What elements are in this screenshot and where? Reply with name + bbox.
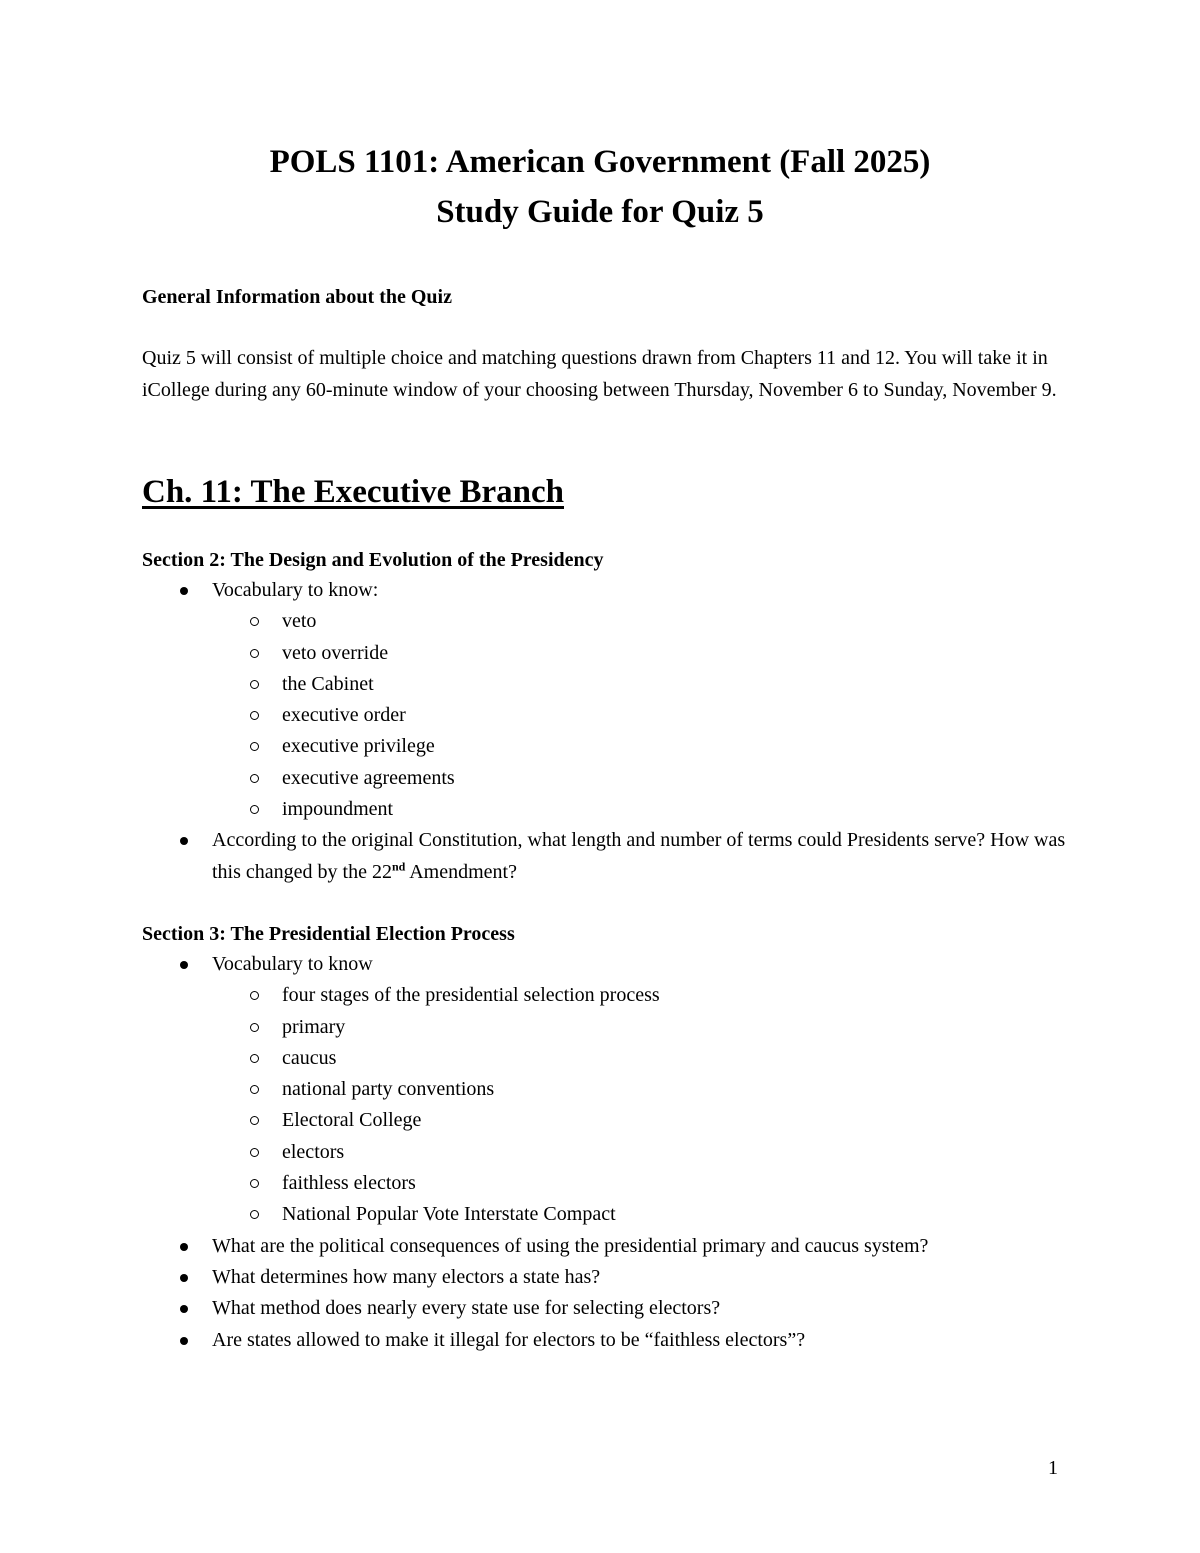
section-2-title: Section 2: The Design and Evolution of the Presidency <box>142 549 604 571</box>
vocab-item: national party conventions <box>142 1074 1082 1105</box>
vocab-item: Electoral College <box>142 1105 1082 1136</box>
list-item <box>142 825 1082 888</box>
list-item <box>142 949 1082 1231</box>
vocab-item: veto override <box>142 638 1082 669</box>
bullet-icon <box>180 1337 188 1345</box>
bullet-icon <box>180 961 188 969</box>
list-item <box>142 1325 1082 1356</box>
list-item <box>142 1293 1082 1324</box>
circle-bullet-icon <box>250 649 259 658</box>
vocab-item: executive order <box>142 700 1082 731</box>
vocab-item: primary <box>142 1012 1082 1043</box>
document-title: POLS 1101: American Government (Fall 2025) <box>269 144 931 180</box>
section-2-vocab-list <box>142 606 1082 825</box>
question-text: What are the political consequences of using the presidential primary and caucus system? <box>212 1234 929 1257</box>
general-info-heading: General Information about the Quiz <box>142 286 452 308</box>
vocab-label: Vocabulary to know: <box>212 579 379 601</box>
question-text: What method does nearly every state use for selecting electors? <box>212 1297 721 1320</box>
circle-bullet-icon <box>250 1054 259 1063</box>
section-2-bullets <box>142 575 1082 888</box>
circle-bullet-icon <box>250 1179 259 1188</box>
bullet-icon <box>180 1274 188 1282</box>
bullet-icon <box>180 587 188 595</box>
bullet-icon <box>180 1305 188 1313</box>
section-3-vocab-list <box>142 980 1082 1230</box>
vocab-item: veto <box>142 606 1082 637</box>
list-item <box>142 1262 1082 1293</box>
bullet-icon <box>180 837 188 845</box>
circle-bullet-icon <box>250 680 259 689</box>
vocab-item: four stages of the presidential selection process <box>142 980 1082 1011</box>
bullet-icon <box>180 1243 188 1251</box>
vocab-item: executive agreements <box>142 763 1082 794</box>
page-number: 1 <box>1048 1457 1058 1479</box>
question-text: What determines how many electors a state has? <box>212 1265 601 1288</box>
section-3-title: Section 3: The Presidential Election Process <box>142 923 515 945</box>
circle-bullet-icon <box>250 805 259 814</box>
chapter-heading: Ch. 11: The Executive Branch <box>142 474 564 510</box>
question-text: According to the original Constitution, what length and number of terms could Presidents serve? How was this changed by the 22nd Amendment? <box>212 829 1066 883</box>
list-item <box>142 1231 1082 1262</box>
vocab-item: caucus <box>142 1043 1082 1074</box>
vocab-item: faithless electors <box>142 1168 1082 1199</box>
section-2 <box>142 545 1082 888</box>
vocab-item: impoundment <box>142 794 1082 825</box>
section-3-bullets <box>142 949 1082 1356</box>
circle-bullet-icon <box>250 1148 259 1157</box>
list-item <box>142 575 1082 825</box>
general-info-paragraph: Quiz 5 will consist of multiple choice and matching questions drawn from Chapters 11 and 12. You will take it in iCollege during any 60-minute window of your choosing between Thursday, November 6 to Sunday, November 9. <box>142 347 1057 401</box>
circle-bullet-icon <box>250 774 259 783</box>
circle-bullet-icon <box>250 1023 259 1032</box>
vocab-item: National Popular Vote Interstate Compact <box>142 1199 1082 1230</box>
vocab-item: electors <box>142 1137 1082 1168</box>
vocab-item: the Cabinet <box>142 669 1082 700</box>
question-text: Are states allowed to make it illegal for electors to be “faithless electors”? <box>212 1328 806 1351</box>
vocab-item: executive privilege <box>142 731 1082 762</box>
section-3 <box>142 919 1082 1356</box>
document-subtitle: Study Guide for Quiz 5 <box>436 194 764 230</box>
vocab-label: Vocabulary to know <box>212 953 373 975</box>
